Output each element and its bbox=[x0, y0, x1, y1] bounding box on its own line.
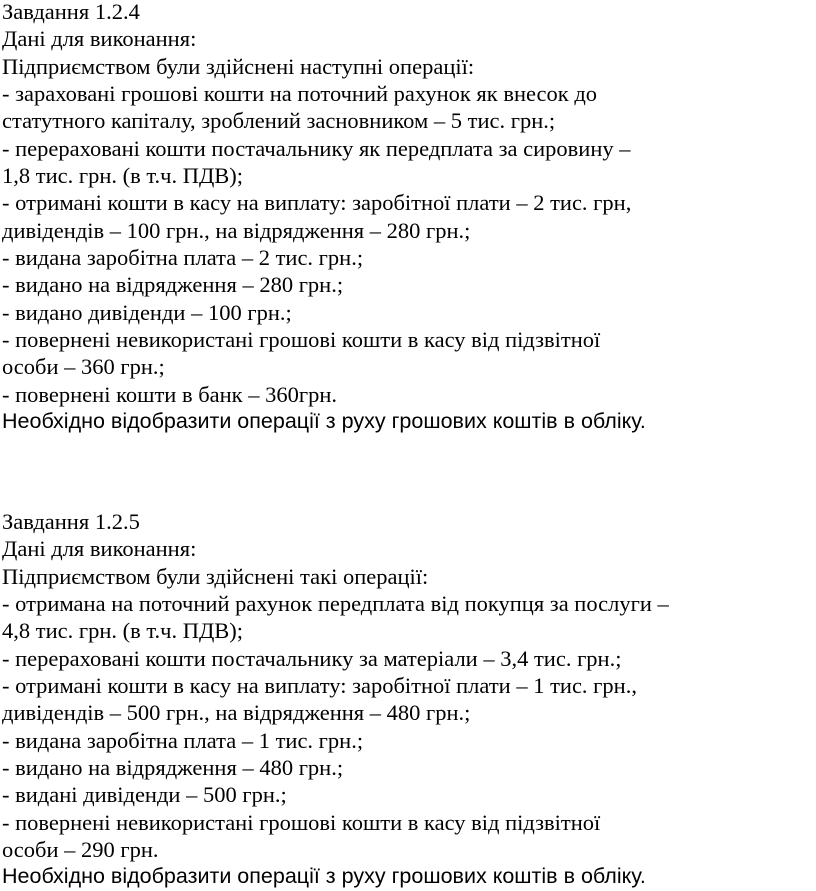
operation-line: особи – 360 грн.; bbox=[2, 354, 165, 380]
operation-line: особи – 290 грн. bbox=[2, 837, 159, 863]
operation-line: 1,8 тис. грн. (в т.ч. ПДВ); bbox=[2, 163, 244, 189]
operation-line: - видано дивіденди – 100 грн.; bbox=[2, 299, 292, 325]
operation-line: - отримана на поточний рахунок передплата від покупця за послуги – bbox=[2, 591, 669, 617]
operation-line: - повернені невикористані грошові кошти в касу від підзвітної bbox=[2, 327, 601, 353]
operation-line: - видано на відрядження – 280 грн.; bbox=[2, 272, 344, 298]
task-1-2-4 bbox=[2, 0, 814, 436]
operation-line: - отримані кошти в касу на виплату: заробітної плати – 1 тис. грн., bbox=[2, 673, 637, 699]
operation-line: дивідендів – 500 грн., на відрядження – 480 грн.; bbox=[2, 700, 471, 726]
operation-line: - перераховані кошти постачальнику за матеріали – 3,4 тис. грн.; bbox=[2, 645, 622, 671]
operation-line: 4,8 тис. грн. (в т.ч. ПДВ); bbox=[2, 618, 244, 644]
operation-line: дивідендів – 100 грн., на відрядження – 280 грн.; bbox=[2, 217, 471, 243]
operation-line: - отримані кошти в касу на виплату: заробітної плати – 2 тис. грн, bbox=[2, 190, 632, 216]
task-intro: Підприємством були здійснені такі операції: bbox=[2, 563, 429, 589]
task-conclusion: Необхідно відобразити операції з руху грошових коштів в обліку. bbox=[2, 864, 646, 889]
task-title: Завдання 1.2.5 bbox=[2, 509, 140, 534]
task-title: Завдання 1.2.4 bbox=[2, 0, 140, 24]
operation-line: - повернені невикористані грошові кошти в касу від підзвітної bbox=[2, 809, 601, 835]
operation-line: - видана заробітна плата – 2 тис. грн.; bbox=[2, 245, 364, 271]
task-subtitle: Дані для виконання: bbox=[2, 536, 197, 562]
operation-line: - повернені кошти в банк – 360грн. bbox=[2, 381, 337, 407]
operation-line: статутного капіталу, зроблений засновником – 5 тис. грн.; bbox=[2, 108, 556, 134]
operation-line: - зараховані грошові кошти на поточний рахунок як внесок до bbox=[2, 81, 598, 107]
operation-line: - видані дивіденди – 500 грн.; bbox=[2, 782, 287, 808]
operation-line: - видано на відрядження – 480 грн.; bbox=[2, 755, 344, 781]
task-1-2-5 bbox=[2, 508, 814, 891]
operation-line: - видана заробітна плата – 1 тис. грн.; bbox=[2, 727, 364, 753]
task-intro: Підприємством були здійснені наступні операції: bbox=[2, 53, 475, 79]
task-subtitle: Дані для виконання: bbox=[2, 26, 197, 52]
operation-line: - перераховані кошти постачальнику як передплата за сировину – bbox=[2, 135, 631, 161]
task-conclusion: Необхідно відобразити операції з руху грошових коштів в обліку. bbox=[2, 409, 646, 434]
